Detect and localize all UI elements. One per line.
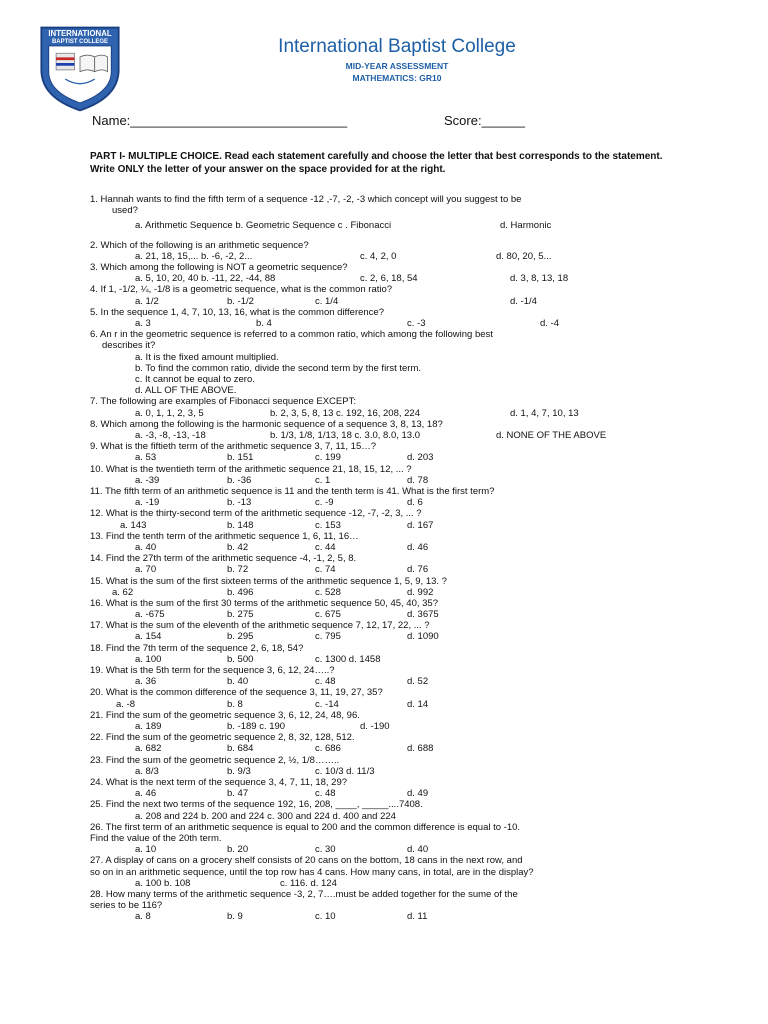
option: c. 2, 6, 18, 54	[360, 273, 418, 285]
question-26-continued: Find the value of the 20th term.	[90, 833, 222, 844]
question-4-options	[90, 296, 690, 307]
question-16: 16. What is the sum of the first 30 terms of the arithmetic sequence 50, 45, 40, 35?	[90, 597, 438, 609]
question-6: 6. An r in the geometric sequence is referred to a common ratio, which among the following best	[90, 329, 493, 341]
option: a. -39	[135, 474, 160, 486]
option: c. 4, 2, 0	[360, 250, 397, 262]
option: c. 10	[315, 911, 336, 923]
question-6-option-d: d. ALL OF THE ABOVE.	[135, 385, 237, 397]
question-6-continued: describes it?	[102, 340, 156, 352]
question-1-continued: used?	[112, 205, 138, 217]
option: d. 992	[407, 586, 434, 598]
question-10: 10. What is the twentieth term of the arithmetic sequence 21, 18, 15, 12, ... ?	[90, 463, 412, 475]
option: d. 52	[407, 676, 429, 688]
option: d. 49	[407, 788, 429, 800]
option: b. -13	[227, 497, 252, 509]
option: b. 496	[227, 586, 254, 598]
option: b. 42	[227, 541, 249, 553]
option: c. 1/4	[315, 295, 339, 307]
question-11-options	[90, 497, 690, 508]
option: c. 44	[315, 541, 336, 553]
college-name: International Baptist College	[278, 36, 516, 57]
option: d. NONE OF THE ABOVE	[496, 429, 607, 441]
question-19-options	[90, 676, 690, 687]
option: b. 148	[227, 519, 254, 531]
option: a. -675	[135, 609, 165, 621]
question-8-options	[90, 430, 690, 441]
question-7: 7. The following are examples of Fibonacci sequence EXCEPT:	[90, 396, 356, 408]
question-12-options	[90, 520, 690, 531]
option: a. -19	[135, 497, 160, 509]
option: b. 40	[227, 676, 249, 688]
option: a. 189	[135, 721, 162, 733]
option: a. 70	[135, 564, 157, 576]
option: b. 684	[227, 743, 254, 755]
question-19: 19. What is the 5th term for the sequence 3, 6, 12, 24…..?	[90, 665, 335, 677]
option: c. 48	[315, 676, 336, 688]
option: a. 5, 10, 20, 40 b. -11, 22, -44, 88	[135, 273, 276, 285]
option: c. -9	[315, 497, 334, 509]
option: c. 74	[315, 564, 336, 576]
question-1-options	[90, 220, 690, 231]
document-header	[0, 0, 768, 100]
question-11: 11. The fifth term of an arithmetic sequence is 11 and the tenth term is 41. What is the first term?	[90, 485, 495, 497]
question-27-options	[90, 878, 690, 889]
option: d. 3675	[407, 609, 439, 621]
question-22-options	[90, 743, 690, 754]
question-18-options	[90, 654, 690, 665]
option: c. 48	[315, 788, 336, 800]
option: a. 10	[135, 844, 157, 856]
option: a. 40	[135, 541, 157, 553]
question-25-options	[90, 811, 690, 822]
question-13-options	[90, 542, 690, 553]
option: a. 62	[112, 586, 134, 598]
option: b. -36	[227, 474, 252, 486]
question-15: 15. What is the sum of the first sixteen terms of the arithmetic sequence 1, 5, 9, 13. ?	[90, 575, 447, 587]
question-14-options	[90, 564, 690, 575]
question-26-options	[90, 844, 690, 855]
option: d. 1090	[407, 631, 439, 643]
option: c. 686	[315, 743, 341, 755]
option: a. 21, 18, 15,... b. -6, -2, 2...	[135, 250, 253, 262]
question-23: 23. Find the sum of the geometric sequence 2, ½, 1/8……..	[90, 754, 340, 766]
option: b. 1/3, 1/8, 1/13, 18 c. 3.0, 8.0, 13.0	[270, 429, 420, 441]
option: b. 8	[227, 698, 243, 710]
option: c. -14	[315, 698, 339, 710]
option: b. 2, 3, 5, 8, 13 c. 192, 16, 208, 224	[270, 407, 421, 419]
svg-text:INTERNATIONAL: INTERNATIONAL	[48, 28, 112, 38]
option: b. 275	[227, 609, 254, 621]
option: a. 1/2	[135, 295, 159, 307]
question-22: 22. Find the sum of the geometric sequence 2, 8, 32, 128, 512.	[90, 732, 355, 744]
question-20-options	[90, 699, 690, 710]
option: c. 199	[315, 452, 341, 464]
question-24-options	[90, 788, 690, 799]
option: d. 6	[407, 497, 423, 509]
question-5-options	[90, 318, 690, 329]
question-6-option-c: c. It cannot be equal to zero.	[135, 373, 255, 385]
option: a. 100	[135, 653, 162, 665]
option: d. 80, 20, 5...	[496, 250, 552, 262]
option: d. 78	[407, 474, 429, 486]
option: d. 40	[407, 844, 429, 856]
option: d. -1/4	[510, 295, 537, 307]
subject-title: MATHEMATICS: GR10	[352, 73, 442, 83]
question-9-options	[90, 452, 690, 463]
question-26: 26. The first term of an arithmetic sequence is equal to 200 and the common difference is equal to -10.	[90, 821, 521, 833]
option: d. 3, 8, 13, 18	[510, 273, 569, 285]
option: c. 1300 d. 1458	[315, 653, 381, 665]
question-7-options	[90, 408, 690, 419]
option: d. 203	[407, 452, 434, 464]
question-21-options	[90, 721, 690, 732]
option: a. 0, 1, 1, 2, 3, 5	[135, 407, 204, 419]
option: b. 295	[227, 631, 254, 643]
option: b. 4	[256, 317, 272, 329]
question-4: 4. If 1, -1/2, ¼, -1/8 is a geometric sequence, what is the common ratio?	[90, 284, 393, 296]
option: d. -4	[540, 317, 560, 329]
question-15-options	[90, 587, 690, 598]
option: a. 143	[120, 519, 147, 531]
question-20: 20. What is the common difference of the sequence 3, 11, 19, 27, 35?	[90, 687, 383, 699]
option: a. 53	[135, 452, 157, 464]
option: a. 208 and 224 b. 200 and 224 c. 300 and 224 d. 400 and 224	[135, 810, 396, 822]
question-list	[90, 194, 690, 923]
option: c. 30	[315, 844, 336, 856]
option: c. 675	[315, 609, 341, 621]
option: a. 8	[135, 911, 151, 923]
question-18: 18. Find the 7th term of the sequence 2, 6, 18, 54?	[90, 642, 304, 654]
option: a. 682	[135, 743, 162, 755]
option: c. 528	[315, 586, 341, 598]
option: b. 500	[227, 653, 254, 665]
question-25: 25. Find the next two terms of the sequence 192, 16, 208, ____, _____....7408.	[90, 799, 423, 811]
question-10-options	[90, 475, 690, 486]
question-2: 2. Which of the following is an arithmetic sequence?	[90, 239, 309, 251]
option: b. 9/3	[227, 765, 251, 777]
question-27-continued: so on in an arithmetic sequence, until the top row has 4 cans. How many cans, in total, are in the display?	[90, 866, 534, 878]
option: a. 3	[135, 317, 151, 329]
option: a. 36	[135, 676, 157, 688]
option: d. 688	[407, 743, 434, 755]
question-8: 8. Which among the following is the harmonic sequence of a sequence 3, 8, 13, 18?	[90, 418, 443, 430]
question-28-options	[90, 911, 690, 922]
option: d. 14	[407, 698, 429, 710]
question-6-option-a: a. It is the fixed amount multiplied.	[135, 351, 279, 363]
part-instructions: PART I- MULTIPLE CHOICE. Read each statement carefully and choose the letter that best corresponds to the statement. Write ONLY the letter of your answer on the space provided for at the right.	[90, 151, 663, 175]
question-6-option-b: b. To find the common ratio, divide the second term by the first term.	[135, 362, 422, 374]
option: c. -3	[407, 317, 426, 329]
question-16-options	[90, 609, 690, 620]
question-14: 14. Find the 27th term of the arithmetic sequence -4, -1, 2, 5, 8.	[90, 553, 357, 565]
assessment-title: MID-YEAR ASSESSMENT	[345, 61, 449, 71]
option: d. 11	[407, 911, 428, 923]
option: a. Arithmetic Sequence b. Geometric Sequence c . Fibonacci	[135, 220, 392, 232]
option: a. -3, -8, -13, -18	[135, 429, 206, 441]
option: b. 72	[227, 564, 249, 576]
option: d. -190	[360, 721, 390, 733]
question-13: 13. Find the tenth term of the arithmetic sequence 1, 6, 11, 16…	[90, 530, 359, 542]
option: b. -189 c. 190	[227, 721, 286, 733]
name-field: Name:______________________________	[92, 113, 348, 128]
option: a. -8	[116, 698, 136, 710]
option: b. 9	[227, 911, 243, 923]
question-21: 21. Find the sum of the geometric sequence 3, 6, 12, 24, 48, 96.	[90, 709, 360, 721]
option: c. 10/3 d. 11/3	[315, 765, 375, 777]
option: a. 46	[135, 788, 157, 800]
question-17-options	[90, 631, 690, 642]
option: d. 167	[407, 519, 434, 531]
option: a. 154	[135, 631, 162, 643]
option: d. Harmonic	[500, 220, 552, 232]
option: c. 1	[315, 474, 331, 486]
option: a. 8/3	[135, 765, 159, 777]
question-9: 9. What is the fiftieth term of the arithmetic sequence 3, 7, 11, 15…?	[90, 441, 377, 453]
question-23-options	[90, 766, 690, 777]
question-3: 3. Which among the following is NOT a geometric sequence?	[90, 261, 348, 273]
option: b. 20	[227, 844, 249, 856]
svg-text:BAPTIST COLLEGE: BAPTIST COLLEGE	[51, 39, 109, 46]
question-24: 24. What is the next term of the sequence 3, 4, 7, 11, 18, 29?	[90, 777, 348, 789]
option: b. 151	[227, 452, 254, 464]
question-5: 5. In the sequence 1, 4, 7, 10, 13, 16, what is the common difference?	[90, 306, 384, 318]
score-field: Score:______	[444, 113, 525, 128]
question-28: 28. How many terms of the arithmetic sequence -3, 2, 7….must be added together for the sume of the	[90, 888, 518, 900]
option: b. -1/2	[227, 295, 254, 307]
question-3-options	[90, 273, 690, 284]
option: a. 100 b. 108	[135, 877, 191, 889]
question-2-options	[90, 251, 690, 262]
question-17: 17. What is the sum of the eleventh of the arithmetic sequence 7, 12, 17, 22, ... ?	[90, 620, 430, 632]
option: b. 47	[227, 788, 249, 800]
option: d. 1, 4, 7, 10, 13	[510, 407, 579, 419]
option: c. 153	[315, 519, 341, 531]
option: c. 795	[315, 631, 341, 643]
question-1: 1. Hannah wants to find the fifth term of a sequence -12 ,-7, -2, -3 which concept will you suggest to be	[90, 194, 522, 205]
question-28-continued: series to be 116?	[90, 900, 163, 912]
option: c. 116. d. 124	[280, 877, 337, 889]
option: d. 46	[407, 541, 429, 553]
question-12: 12. What is the thirty-second term of the arithmetic sequence -12, -7, -2, 3, ... ?	[90, 508, 422, 520]
option: d. 76	[407, 564, 429, 576]
question-27: 27. A display of cans on a grocery shelf consists of 20 cans on the bottom, 18 cans in the next row, and	[90, 855, 523, 867]
